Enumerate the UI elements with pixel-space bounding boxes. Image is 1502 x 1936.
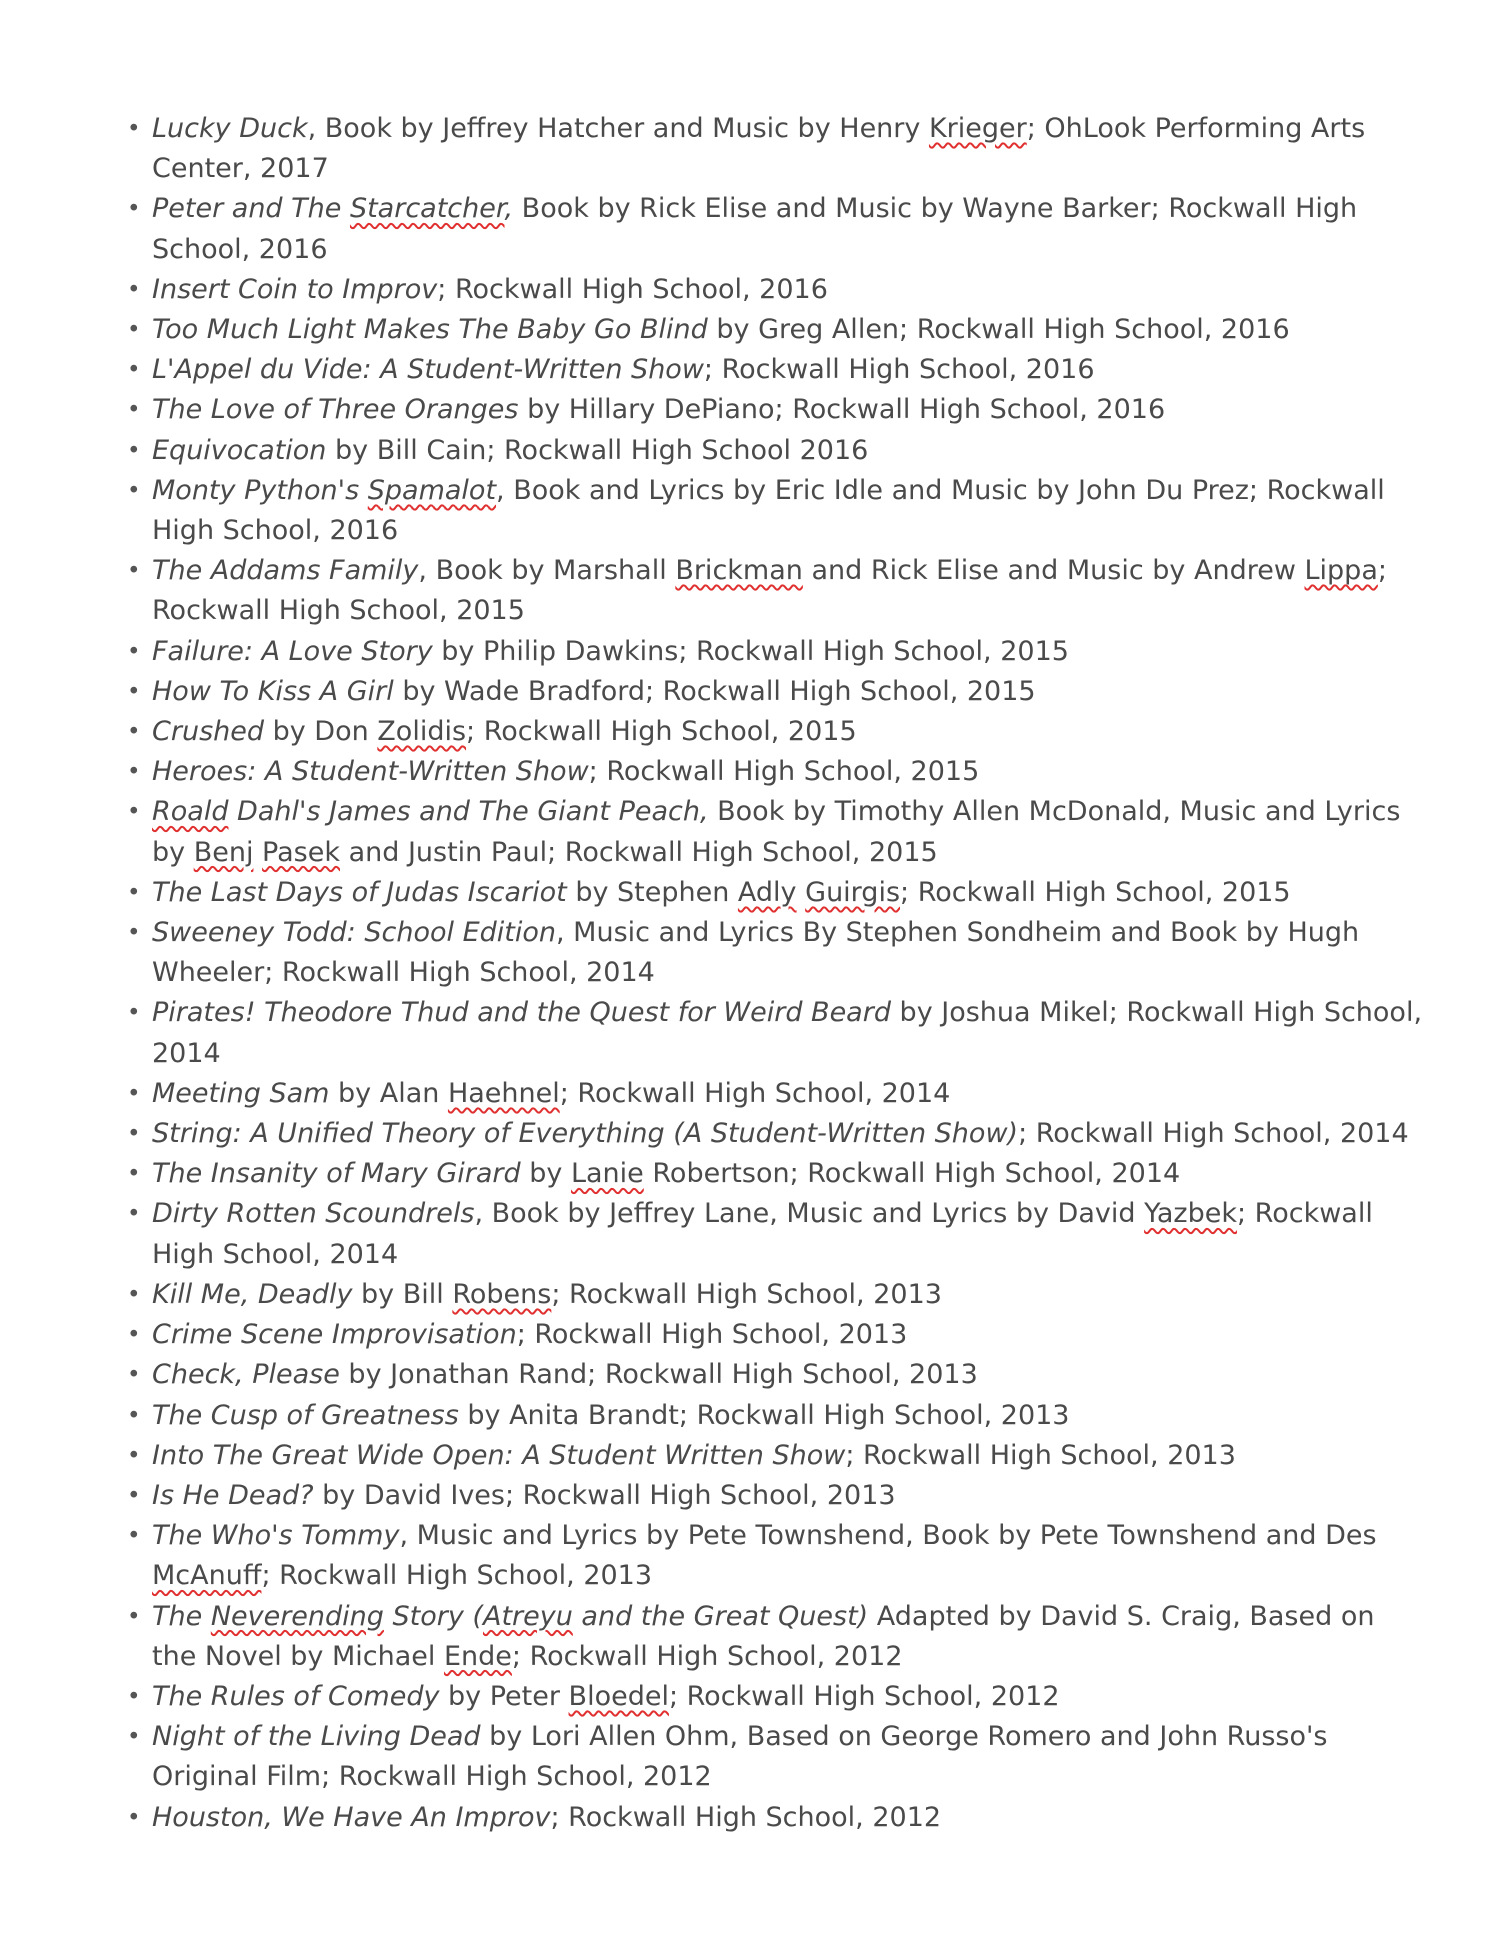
bullet-icon: • [127,477,141,504]
list-item [125,913,1425,993]
misspelled-word: Ende [443,1640,512,1672]
bullet-icon: • [127,1322,141,1349]
list-item [125,1074,1425,1114]
production-credit: ; Rockwall High School, 2013 [516,1319,908,1351]
misspelled-word: Yazbek [1144,1198,1237,1230]
list-item [125,471,1425,551]
list-item [125,672,1425,712]
bullet-icon: • [127,1683,141,1710]
list-item [125,189,1425,269]
production-credit: ; Rockwall High School, 2012 [550,1801,942,1833]
bullet-icon: • [127,1121,141,1148]
production-credit: and Rick Elise and Music by Andrew [802,555,1305,587]
misspelled-word: Atreyu [482,1600,573,1632]
misspelled-word: Zolidis [377,716,467,748]
list-item [125,1396,1425,1436]
production-title: Dirty Rotten Scoundrels [152,1198,475,1230]
production-credit: by Stephen [566,876,738,908]
production-title: Check, Please [152,1359,340,1391]
production-list [125,109,1425,1838]
production-credit: , Book and Lyrics by Eric Idle and Music by John Du Prez; Rockwall High School, 2016 [152,474,1385,547]
bullet-icon: • [127,799,141,826]
list-item [125,1516,1425,1596]
bullet-icon: • [127,558,141,585]
bullet-icon: • [127,759,141,786]
production-credit: , Book by Jeffrey Hatcher and Music by Henry [307,113,929,144]
production-credit: by Wade Bradford; Rockwall High School, 2015 [393,675,1036,707]
production-title: The Insanity of Mary Girard [152,1158,521,1190]
production-title: , [504,193,522,225]
list-item [125,350,1425,390]
bullet-icon: • [127,196,141,223]
list-item [125,310,1425,350]
production-title: Houston, We Have An Improv [152,1801,551,1833]
production-credit: ; Rockwall High School, 2016 [703,354,1095,386]
production-title: How To Kiss A Girl [152,675,394,707]
production-title: Kill Me, Deadly [152,1278,353,1310]
misspelled-word: Neverending [210,1600,384,1632]
production-credit: by Lori Allen Ohm, Based on George Romero and John Russo's Original Film; Rockwall High School, 2012 [152,1721,1328,1793]
production-credit: by David Ives; Rockwall High School, 2013 [313,1479,896,1511]
bullet-icon: • [127,1442,141,1469]
list-item [125,1436,1425,1476]
bullet-icon: • [127,116,141,142]
list-item [125,792,1425,872]
misspelled-word: Robens [452,1278,552,1310]
production-title: Sweeney Todd: School Edition [152,917,556,949]
production-credit: ; Rockwall High School, 2015 [588,756,980,788]
production-title: String: A Unified Theory of Everything (A Student-Written Show) [152,1118,1019,1150]
production-credit: ; Rockwall High School, 2015 [152,555,1387,627]
misspelled-word: Lippa [1304,555,1378,587]
misspelled-word: Roald [152,796,229,828]
bullet-icon: • [127,1161,141,1188]
misspelled-word: Starcatcher [349,193,505,225]
list-item [125,551,1425,631]
production-credit: Adapted by David S. Craig, Based on the Novel by Michael [152,1600,1375,1672]
production-credit: ; Rockwall High School, 2012 [511,1640,903,1672]
list-item [125,1275,1425,1315]
list-item [125,1114,1425,1154]
production-title: Insert Coin to Improv [152,273,438,305]
list-item [125,1154,1425,1194]
production-credit: ; Rockwall High School, 2014 [152,1198,1373,1270]
list-item [125,1476,1425,1516]
production-credit: , Book by Marshall [418,555,676,587]
bullet-icon: • [127,437,141,464]
production-title: Night of the Living Dead [152,1721,481,1753]
bullet-icon: • [127,638,141,665]
list-item [125,1355,1425,1395]
list-item [125,712,1425,752]
production-title: Dahl's James and The Giant Peach, [228,796,718,828]
misspelled-word: Lanie [570,1158,644,1190]
production-title: The Rules of Comedy [152,1680,440,1712]
production-credit [797,877,806,908]
bullet-icon: • [127,678,141,705]
production-title: Equivocation [152,434,327,466]
list-item [125,109,1425,189]
production-credit: by Peter [439,1680,569,1712]
bullet-icon: • [127,1724,141,1751]
production-credit: by Hillary DePiano; Rockwall High School, 2016 [518,394,1166,426]
production-credit: , Music and Lyrics By Stephen Sondheim and Book by Hugh Wheeler; Rockwall High School, 2014 [152,917,1360,989]
bullet-icon: • [127,276,141,303]
bullet-icon: • [127,920,141,947]
bullet-icon: • [127,1482,141,1509]
bullet-icon: • [127,1603,141,1630]
production-title: Meeting Sam [152,1077,330,1109]
bullet-icon: • [127,1281,141,1308]
misspelled-word: Adly [737,876,797,908]
misspelled-word: Krieger [928,113,1027,144]
production-credit [253,837,262,868]
list-item [125,1677,1425,1717]
production-credit: , Book by Jeffrey Lane, Music and Lyrics by David [474,1198,1145,1230]
misspelled-word: Benj [193,836,254,868]
list-item [125,1597,1425,1677]
production-title: Crime Scene Improvisation [152,1319,517,1351]
bullet-icon: • [127,397,141,424]
production-credit: Book by Rick Elise and Music by Wayne Barker; Rockwall High School, 2016 [152,193,1358,265]
production-credit: by [520,1158,571,1190]
list-item [125,1717,1425,1797]
bullet-icon: • [127,1000,141,1027]
production-credit: by Greg Allen; Rockwall High School, 2016 [707,314,1290,346]
production-title: Heroes: A Student-Written Show [152,756,589,788]
production-credit: ; Rockwall High School, 2013 [551,1278,942,1310]
production-credit: ; Rockwall High School, 2015 [900,876,1291,908]
production-title: The Last Days of Judas Iscariot [152,876,567,908]
production-credit: by Joshua Mikel; Rockwall High School, 2014 [152,997,1423,1069]
production-credit: Book by Timothy Allen McDonald, Music and Lyrics by [152,796,1401,868]
list-item [125,1798,1425,1838]
production-title: The Love of Three Oranges [152,394,519,426]
production-credit: ; Rockwall High School, 2013 [845,1439,1236,1471]
production-credit: and Justin Paul; Rockwall High School, 2015 [339,836,938,868]
list-item [125,873,1425,913]
bullet-icon: • [127,879,141,906]
production-credit: ; Rockwall High School, 2016 [437,273,828,305]
bullet-icon: • [127,317,141,344]
list-item [125,632,1425,672]
production-credit: by Jonathan Rand; Rockwall High School, 2013 [339,1359,978,1391]
list-item [125,390,1425,430]
misspelled-word: Brickman [675,555,803,587]
production-credit: by Bill [352,1278,453,1310]
production-title: Is He Dead? [152,1479,314,1511]
production-credit: by Don [264,716,378,748]
bullet-icon: • [127,1402,141,1429]
bullet-icon: • [127,1201,141,1228]
bullet-icon: • [127,357,141,384]
list-item [125,270,1425,310]
production-title: Crushed [152,716,264,748]
production-title: Story ( [383,1600,483,1632]
production-title: Peter and The [152,193,350,225]
production-title: Into The Great Wide Open: A Student Written Show [152,1439,846,1471]
production-credit: by Philip Dawkins; Rockwall High School, 2015 [432,635,1069,667]
misspelled-word: McAnuff [152,1560,262,1592]
production-title: The [152,1600,211,1632]
bullet-icon: • [127,1362,141,1389]
production-credit: Robertson; Rockwall High School, 2014 [643,1158,1181,1190]
production-credit: ; Rockwall High School, 2015 [466,716,857,748]
list-item [125,1315,1425,1355]
misspelled-word: Pasek [262,836,340,868]
production-title: Failure: A Love Story [152,635,433,667]
production-title: Pirates! Theodore Thud and the Quest for Weird Beard [152,997,891,1029]
production-credit: by Bill Cain; Rockwall High School 2016 [326,434,869,466]
production-credit: , Music and Lyrics by Pete Townshend, Book by Pete Townshend and Des [399,1520,1377,1552]
production-title: and the Great Quest) [572,1600,869,1632]
production-credit: by Alan [329,1077,448,1109]
production-credit: ; Rockwall High School, 2012 [668,1680,1060,1712]
bullet-icon: • [127,1804,141,1831]
list-item [125,993,1425,1073]
production-title: The Addams Family [152,555,419,587]
production-credit: by Anita Brandt; Rockwall High School, 2013 [458,1399,1070,1431]
list-item [125,752,1425,792]
production-title: The Who's Tommy [152,1520,400,1552]
list-item [125,431,1425,471]
production-credit: ; Rockwall High School, 2013 [261,1560,653,1592]
production-title: Lucky Duck [152,113,308,144]
production-credit: ; Rockwall High School, 2014 [559,1077,951,1109]
list-item [125,1194,1425,1274]
production-title: The Cusp of Greatness [152,1399,459,1431]
bullet-icon: • [127,1523,141,1550]
bullet-icon: • [127,719,141,746]
production-title: Monty Python's [152,474,368,506]
production-title: L'Appel du Vide: A Student-Written Show [152,354,704,386]
misspelled-word: Guirgis [805,876,901,908]
misspelled-word: Haehnel [447,1077,560,1109]
misspelled-word: Bloedel [568,1680,669,1712]
production-title: Too Much Light Makes The Baby Go Blind [152,314,708,346]
production-credit: ; Rockwall High School, 2014 [1018,1118,1409,1150]
bullet-icon: • [127,1080,141,1107]
misspelled-word: Spamalot [367,474,497,506]
production-credit: ; OhLook Performing Arts Center, 2017 [152,113,1366,185]
